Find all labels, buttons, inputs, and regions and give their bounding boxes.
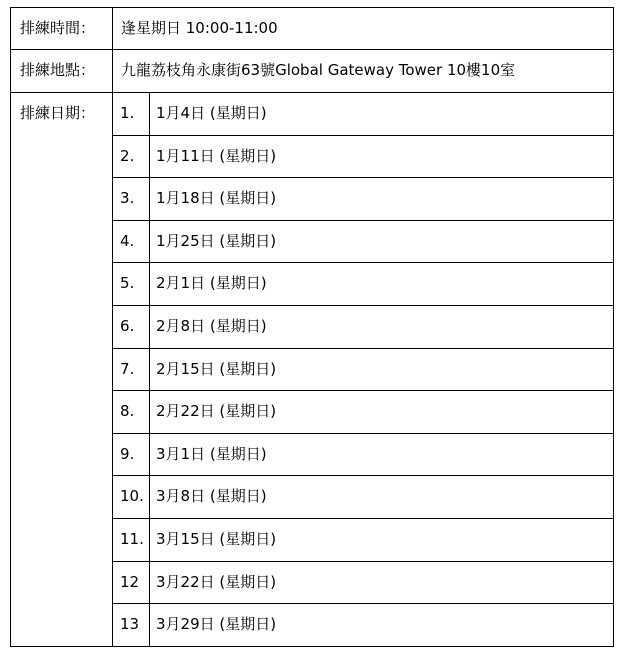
rehearsal-date-number: 13 bbox=[120, 615, 140, 634]
rehearsal-dates-label-cell bbox=[11, 93, 113, 647]
rehearsal-date-cell bbox=[150, 220, 614, 263]
rehearsal-time-value-cell bbox=[113, 8, 614, 50]
rehearsal-date-number-cell bbox=[113, 433, 150, 476]
rehearsal-date-cell bbox=[150, 604, 614, 647]
rehearsal-date-number: 4. bbox=[120, 231, 135, 250]
rehearsal-date-number: 1. bbox=[120, 104, 135, 122]
rehearsal-date-cell bbox=[150, 305, 614, 348]
rehearsal-date-text: 2月22日 (星期日) bbox=[156, 402, 277, 421]
rehearsal-date-number: 7. bbox=[120, 359, 135, 378]
rehearsal-date-number: 2. bbox=[120, 146, 135, 165]
rehearsal-date-text: 1月18日 (星期日) bbox=[156, 189, 277, 208]
rehearsal-date-text: 1月11日 (星期日) bbox=[156, 146, 277, 165]
rehearsal-time-value: 逢星期日 10:00-11:00 bbox=[121, 19, 278, 37]
rehearsal-venue-label: 排練地點： bbox=[20, 61, 96, 79]
rehearsal-date-number-cell bbox=[113, 305, 150, 348]
rehearsal-date-number-cell bbox=[113, 263, 150, 306]
rehearsal-date-cell bbox=[150, 348, 614, 391]
rehearsal-date-text: 2月15日 (星期日) bbox=[156, 359, 277, 378]
rehearsal-date-cell bbox=[150, 476, 614, 519]
rehearsal-date-number-cell bbox=[113, 220, 150, 263]
rehearsal-date-number: 12 bbox=[120, 572, 140, 591]
rehearsal-date-text: 3月8日 (星期日) bbox=[156, 487, 267, 506]
rehearsal-date-cell bbox=[150, 391, 614, 434]
rehearsal-time-label-cell bbox=[11, 8, 113, 50]
rehearsal-time-label: 排練時間： bbox=[20, 19, 96, 37]
rehearsal-date-number: 8. bbox=[120, 402, 135, 421]
rehearsal-date-number-cell bbox=[113, 561, 150, 604]
rehearsal-date-number-cell bbox=[113, 93, 150, 136]
rehearsal-date-number-cell bbox=[113, 604, 150, 647]
rehearsal-date-text: 2月1日 (星期日) bbox=[156, 274, 267, 293]
rehearsal-date-number-cell bbox=[113, 178, 150, 221]
rehearsal-schedule-table bbox=[10, 7, 614, 647]
rehearsal-venue-value-cell bbox=[113, 50, 614, 93]
rehearsal-date-number: 9. bbox=[120, 444, 135, 463]
rehearsal-date-cell bbox=[150, 93, 614, 136]
rehearsal-date-cell bbox=[150, 561, 614, 604]
rehearsal-date-cell bbox=[150, 135, 614, 178]
rehearsal-date-text: 3月1日 (星期日) bbox=[156, 444, 267, 463]
rehearsal-date-text: 3月22日 (星期日) bbox=[156, 572, 277, 591]
rehearsal-venue-label-cell bbox=[11, 50, 113, 93]
rehearsal-date-row bbox=[11, 93, 614, 136]
rehearsal-date-number-cell bbox=[113, 476, 150, 519]
rehearsal-date-number: 6. bbox=[120, 316, 135, 335]
rehearsal-date-cell bbox=[150, 518, 614, 561]
rehearsal-venue-row bbox=[11, 50, 614, 93]
rehearsal-venue-value: 九龍荔枝角永康街63號Global Gateway Tower 10樓10室 bbox=[121, 61, 516, 79]
rehearsal-date-cell bbox=[150, 433, 614, 476]
rehearsal-date-number-cell bbox=[113, 518, 150, 561]
rehearsal-date-cell bbox=[150, 178, 614, 221]
rehearsal-date-number-cell bbox=[113, 391, 150, 434]
rehearsal-date-text: 2月8日 (星期日) bbox=[156, 316, 267, 335]
rehearsal-dates-label: 排練日期： bbox=[20, 104, 96, 122]
rehearsal-date-text: 1月25日 (星期日) bbox=[156, 231, 277, 250]
rehearsal-date-text: 3月29日 (星期日) bbox=[156, 615, 277, 634]
rehearsal-date-number: 5. bbox=[120, 274, 135, 293]
rehearsal-date-number-cell bbox=[113, 135, 150, 178]
rehearsal-date-text: 3月15日 (星期日) bbox=[156, 529, 277, 548]
rehearsal-date-number-cell bbox=[113, 348, 150, 391]
rehearsal-date-number: 10. bbox=[120, 487, 144, 506]
rehearsal-time-row bbox=[11, 8, 614, 50]
rehearsal-date-number: 3. bbox=[120, 189, 135, 208]
rehearsal-date-text: 1月4日 (星期日) bbox=[156, 104, 267, 122]
rehearsal-date-number: 11. bbox=[120, 529, 144, 548]
rehearsal-date-cell bbox=[150, 263, 614, 306]
